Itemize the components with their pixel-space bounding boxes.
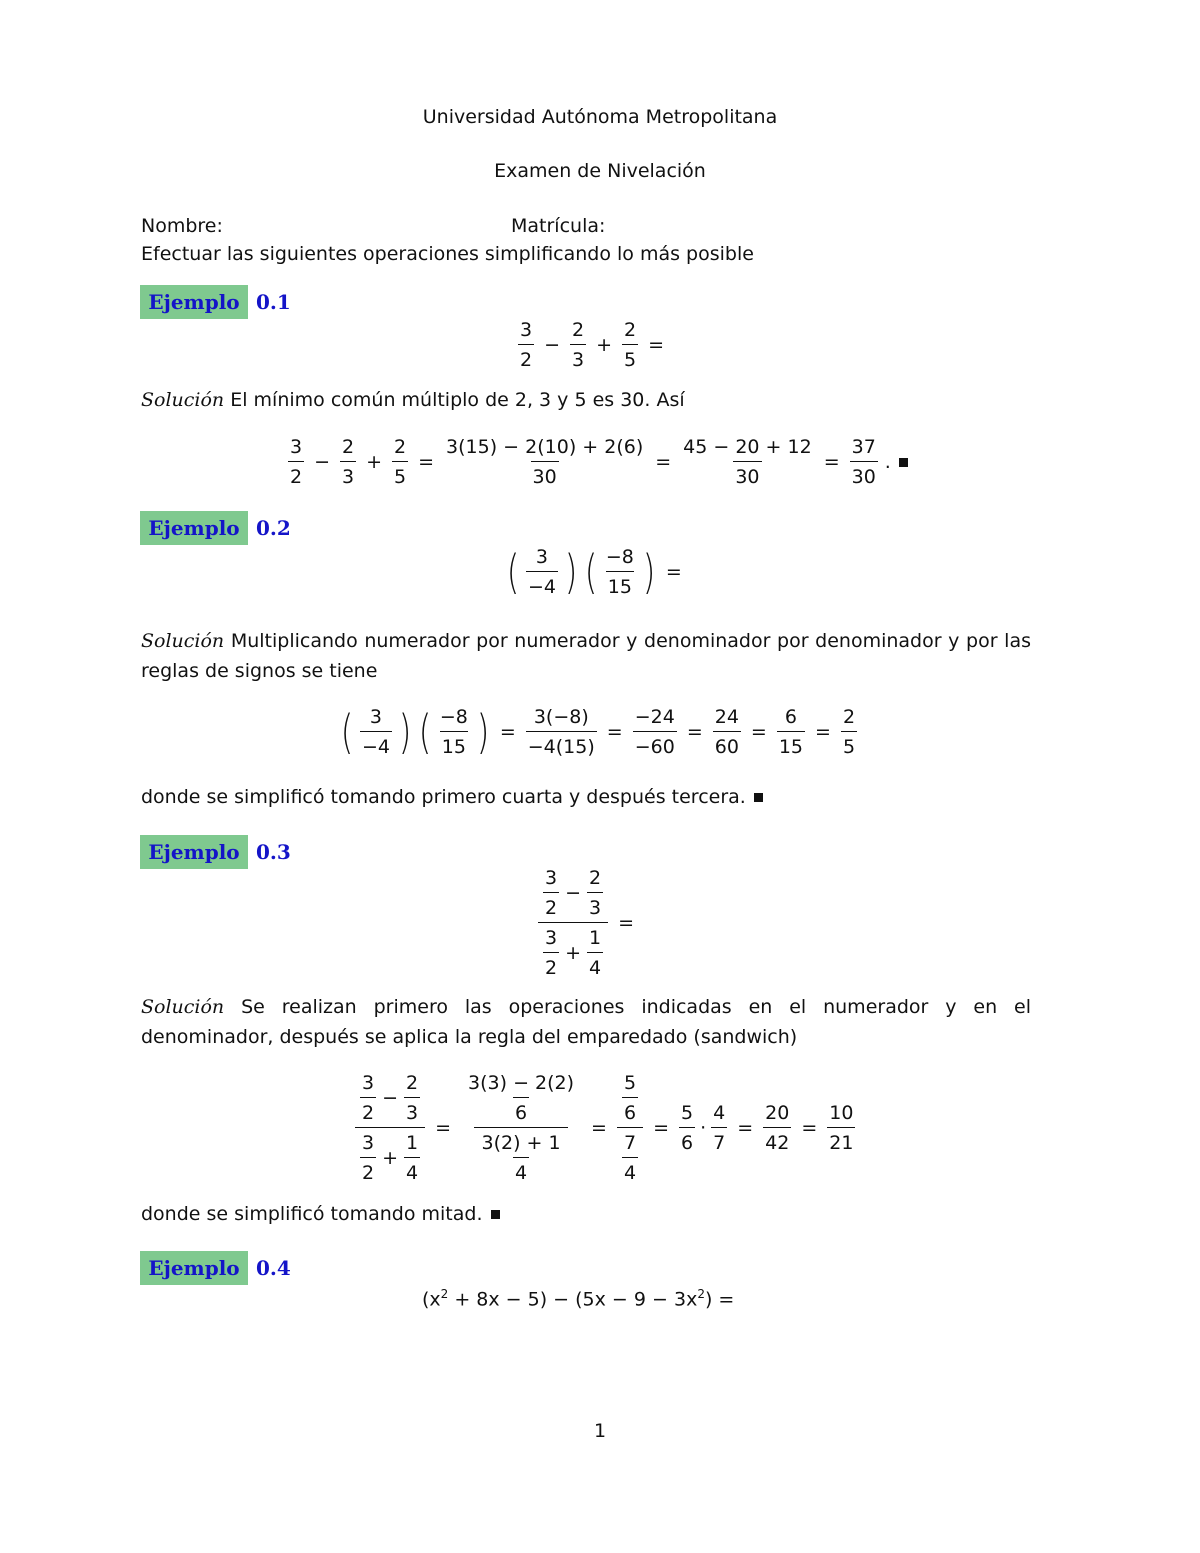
- example-number: 0.4: [256, 1256, 291, 1280]
- qed-mark: [899, 458, 908, 467]
- name-label: Nombre:: [141, 215, 223, 237]
- note-3: donde se simplificó tomando mitad.: [141, 1203, 500, 1225]
- instructions: Efectuar las siguientes operaciones simplificando lo más posible: [141, 243, 754, 265]
- solution-2: Solución Multiplicando numerador por numerador y denominador por denominador y por las reglas de signos se tiene: [141, 630, 1032, 682]
- example-label: Ejemplo: [140, 285, 248, 319]
- page-number: 1: [593, 1420, 607, 1442]
- equation-3: $\frac{3}{2}$ − $\frac{2}{3}$ $\frac{3}{2}$ + $\frac{1}{4}$ =: [535, 866, 641, 980]
- example-label: Ejemplo: [140, 835, 248, 869]
- exam-title: Examen de Nivelación: [494, 160, 706, 182]
- qed-mark: [491, 1210, 500, 1219]
- university-title: Universidad Autónoma Metropolitana: [422, 106, 778, 128]
- equation-1: $\frac{3}{2}$ − $\frac{2}{3}$ + $\frac{2}{5}$ =: [520, 319, 665, 371]
- solution-equation-3: $\frac{3}{2}$ − $\frac{2}{3}$ $\frac{3}{2}$ + $\frac{1}{4}$ = $\frac{\frac{3(3) - 2(2)}{6}}{\frac{3(2) + 1}{4}}$ = $\frac{\frac{5}{6}}{\frac{7}{4}}$ = $\frac{5}{6}$ · $\frac{4}{7}$ = $\frac{20}{42}$ = $\frac{10}{21}$: [352, 1071, 858, 1185]
- solution-1: Solución El mínimo común múltiplo de 2, 3 y 5 es 30. Así: [141, 389, 685, 411]
- qed-mark: [754, 793, 763, 802]
- equation-2: ( $\frac{3}{-4}$ ) ( $\frac{-8}{15}$ ) =: [506, 545, 682, 599]
- example-number: 0.3: [256, 840, 291, 864]
- solution-equation-2: ( $\frac{3}{-4}$ ) ( $\frac{-8}{15}$ ) = $\frac{3(-8)}{-4(15)}$ = $\frac{-24}{-60}$ = $\frac{24}{60}$ = $\frac{6}{15}$ = $\frac{2}{5}$: [340, 705, 856, 759]
- solution-equation-1: $\frac{3}{2}$ − $\frac{2}{3}$ + $\frac{2}{5}$ = $\frac{3(15) - 2(10) + 2(6)}{30}$ = $\frac{45 - 20 + 12}{30}$ = $\frac{37}{30}$ .: [285, 435, 908, 489]
- example-number: 0.1: [256, 290, 291, 314]
- example-label: Ejemplo: [140, 511, 248, 545]
- solution-3: Solución Se realizan primero las operaciones indicadas en el numerador y en el denominador, después se aplica la regla del emparedado (sandwich): [141, 996, 1032, 1048]
- equation-4: $(x^2 + 8x - 5) - (5x - 9 - 3x^2)$ =: [422, 1287, 735, 1311]
- example-number: 0.2: [256, 516, 291, 540]
- id-label: Matrícula:: [511, 215, 606, 237]
- note-2: donde se simplificó tomando primero cuarta y después tercera.: [141, 786, 763, 808]
- example-label: Ejemplo: [140, 1251, 248, 1285]
